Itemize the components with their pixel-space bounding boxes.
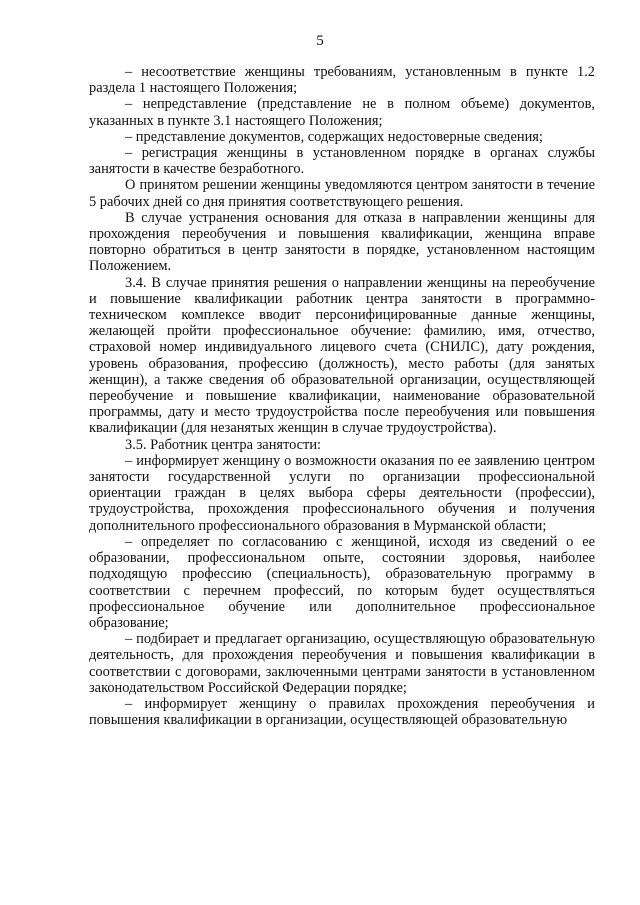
paragraph-noncompliance: – несоответствие женщины требованиям, установленным в пункте 1.2 раздела 1 настоящего Положения; [89,64,595,97]
paragraph-3-5-heading: 3.5. Работник центра занятости: [125,436,322,453]
paragraph-reapply: В случае устранения основания для отказа в направлении женщины для прохождения переобучения и повышения квалификации, женщина вправе повторно обратиться в центр занятости в порядке, установленном настоящим Положением. [89,209,595,275]
paragraph-selects-organization: – подбирает и предлагает организацию, осуществляющую образовательную деятельность, для прохождения переобучения и повышения квалификации в соответствии с договорами, заключенными центрами занятости в установленном законодательством Российской Федерации порядке; [89,631,595,696]
paragraph-informs-guidance: – информирует женщину о возможности оказания по ее заявлению центром занятости государственной услуги по организации профессиональной ориентации граждан в целях выбора сферы деятельности (профессии), трудоустройства, прохождения профессионального обучения и получения дополнительного профессионального образования в Мурманской области; [89,452,595,534]
paragraph-false-documents: – представление документов, содержащих недостоверные сведения; [125,128,543,145]
paragraph-3-4: 3.4. В случае принятия решения о направлении женщины на переобучение и повышение квалификации работник центра занятости в программно-техническом комплексе вводит персонифицированные данные женщины, желающей пройти профессиональное обучение: фамилию, имя, отчество, страховой номер индивидуального лицевого счета (СНИЛС), дату рождения, уровень образования, профессию (должность), место работы (для занятых женщин), а также сведения об образовательной организации, осуществляющей переобучение и повышение квалификации, наименование образовательной программы, дату и место трудоустройства после переобучения или повышения квалификации (для незанятых женщин в случае трудоустройства). [89,274,595,437]
paragraph-determines-profession: – определяет по согласованию с женщиной, исходя из сведений о ее образовании, профессиональном опыте, состоянии здоровья, наиболее подходящую профессию (специальность), образовательную программу в соответствии с перечнем профессий, по которым будет осуществляться профессиональное обучение или дополнительное профессиональное образование; [89,533,595,631]
document-body [89,64,595,728]
paragraph-registration: – регистрация женщины в установленном порядке в органах службы занятости в качестве безработного. [89,145,595,178]
paragraph-nonsubmission: – непредставление (представление не в полном объеме) документов, указанных в пункте 3.1 настоящего Положения; [89,96,595,129]
page-number: 5 [316,33,324,49]
paragraph-notification: О принятом решении женщины уведомляются центром занятости в течение 5 рабочих дней со дня принятия соответствующего решения. [89,177,595,210]
paragraph-informs-rules: – информирует женщину о правилах прохождения переобучения и повышения квалификации в организации, осуществляющей образовательную [89,695,595,729]
